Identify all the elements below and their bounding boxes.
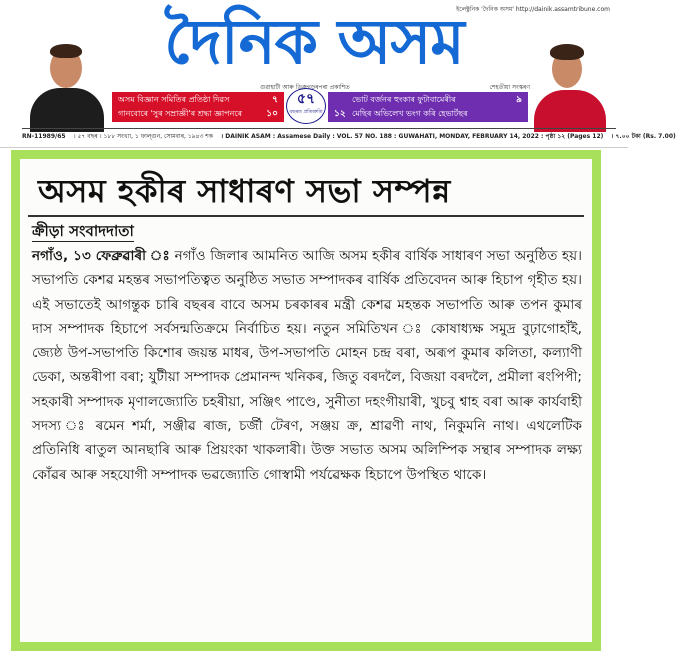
article-text: নগাঁও জিলাৰ আমনিত আজি অসম হকীৰ বাৰ্ষিক সাধাৰণ সভা অনুষ্ঠিত হয়। সভাপতি কেশৱ মহন্তৰ সভাপতিত্বত অনুষ্ঠিত সভাত সম্পাদকৰ বাৰ্ষিক প্ৰতিবেদন আৰু হিচাপ গৃহীত হয়। এই সভাতেই আগন্তুক চাৰি বছৰৰ বাবে অসম চৰকাৰৰ মন্ত্ৰী কেশৱ মহন্তক সভাপতি আৰু তপন কুমাৰ দাস সম্পাদক হিচাপে সৰ্বসন্মতিক্ৰমে নিৰ্বাচিত হয়। নতুন সমিতিখন ঃ কোষাধ্যক্ষ সমুদ্ৰ বুঢ়াগোহাঁই, জ্যেষ্ঠ উপ-সভাপতি কিশোৰ জয়ন্ত মাধৰ, উপ-সভাপতি মোহন চন্দ্ৰ বৰা, অৰূপ কুমাৰ কলিতা, কল্যাণী ডেকা, অন্তৰীপা বৰা; যুটীয়া সম্পাদক প্ৰেমানন্দ খনিকৰ, জিতু বৰদলৈ, বিজয়া বৰদলৈ, প্ৰমীলা ৰংপিপী; সহকাৰী সম্পাদক মৃণালজ্যোতি চহৰীয়া, সঞ্জিৎ পাণ্ডে, সুনীতা দহংগীয়াৰী, খুচবু শ্বাহ বৰা আৰু কাৰ্যবাহী সদস্য ঃ ৰমেন শৰ্মা, সঞ্জীৱ ৰাজ, চৰ্জী টেৰণ, সঞ্জয় ক্ৰ, শ্ৰাৱণী নাথ, নিকুমনি নাথ। এথলেটিক প্ৰতিনিধি ৰাতুল আনছাৰি আৰু প্ৰিয়ংকা খাকলাৰী। উক্ত সভাত অসম অলিম্পিক সন্থাৰ সম্পাদক লক্ষ্য কোঁৱৰ আৰু সহযোগী সম্পাদক ভৱজ্যোতি গোস্বামী পৰ্যৱেক্ষক হিচাপে উপস্থিত থাকে।	[32, 248, 583, 483]
celebrity-photo-left	[20, 38, 112, 128]
teaser-right-page2: ১২	[334, 109, 346, 119]
article-body	[28, 244, 584, 487]
teaser-left[interactable]	[112, 92, 284, 122]
registration-number: RN-11989/65	[22, 133, 66, 140]
emblem-label: বছৰত প্ৰতিশ্ৰুতি	[289, 109, 323, 115]
article-headline: অসম হকীৰ সাধাৰণ সভা সম্পন্ন	[38, 172, 451, 210]
news-article	[11, 150, 601, 651]
dateline	[22, 128, 676, 142]
edition-note: শেহতীয়া সংস্কৰণ	[489, 84, 530, 91]
headline-divider	[28, 215, 584, 217]
price: । ৭.০০ টকা (Rs. 7.00)	[611, 133, 676, 140]
teaser-right-line2: মেছিৰ অভিলেখ ভংগ কৰি হেভাৰ্টছৰ	[352, 109, 468, 118]
teaser-right-line1: ভোট বৰ্জনৰ হুংকাৰ ফুটাবামেৰীৰ	[352, 95, 456, 104]
paper-info: । DAINIK ASAM : Assamese Daily : VOL. 57 NO. 188 : GUWAHATI, MONDAY, FEBRUARY 14, 2022 : পৃষ্ঠা ১২ (Pages 12)	[220, 133, 604, 140]
teaser-right-page1: ৯	[516, 95, 522, 105]
teaser-left-line1: অসম বিজ্ঞান সমিতিৰ প্ৰতিষ্ঠা দিৱস	[118, 95, 230, 104]
emblem-year: ৫৭	[296, 91, 316, 107]
teaser-left-line2: গানবোৰে 'সুৰ সম্ৰাজ্ঞী'ৰ শ্ৰদ্ধা জ্ঞাপনৰে	[118, 109, 243, 118]
newspaper-masthead	[0, 0, 676, 148]
article-dateline: নগাঁও, ১৩ ফেব্ৰুৱাৰী ঃ	[32, 248, 171, 264]
publisher-note: গুৱাহাটী আৰু ডিব্ৰুগড়ৰপৰা প্ৰকাশিত	[260, 84, 350, 91]
teaser-left-page2: ১০	[266, 109, 278, 119]
newspaper-logo: দৈনিক অসম	[164, 5, 464, 78]
article-byline: ক্ৰীড়া সংবাদদাতা	[32, 222, 134, 240]
footballer-photo-right	[528, 38, 610, 128]
teaser-left-page1: ৭	[272, 95, 278, 105]
site-url: ইলেক্ট্ৰনিক 'দৈনিক অসম' http://dainik.assamtribune.com	[456, 6, 610, 13]
anniversary-emblem	[286, 88, 326, 124]
teaser-right[interactable]	[328, 92, 528, 122]
issue-info: । ৫৭ বছৰ । ১৮৮ সংখ্যা, ১ ফাল্গুন, সোমবাৰ, ১৯৪৩ শক	[73, 133, 213, 140]
